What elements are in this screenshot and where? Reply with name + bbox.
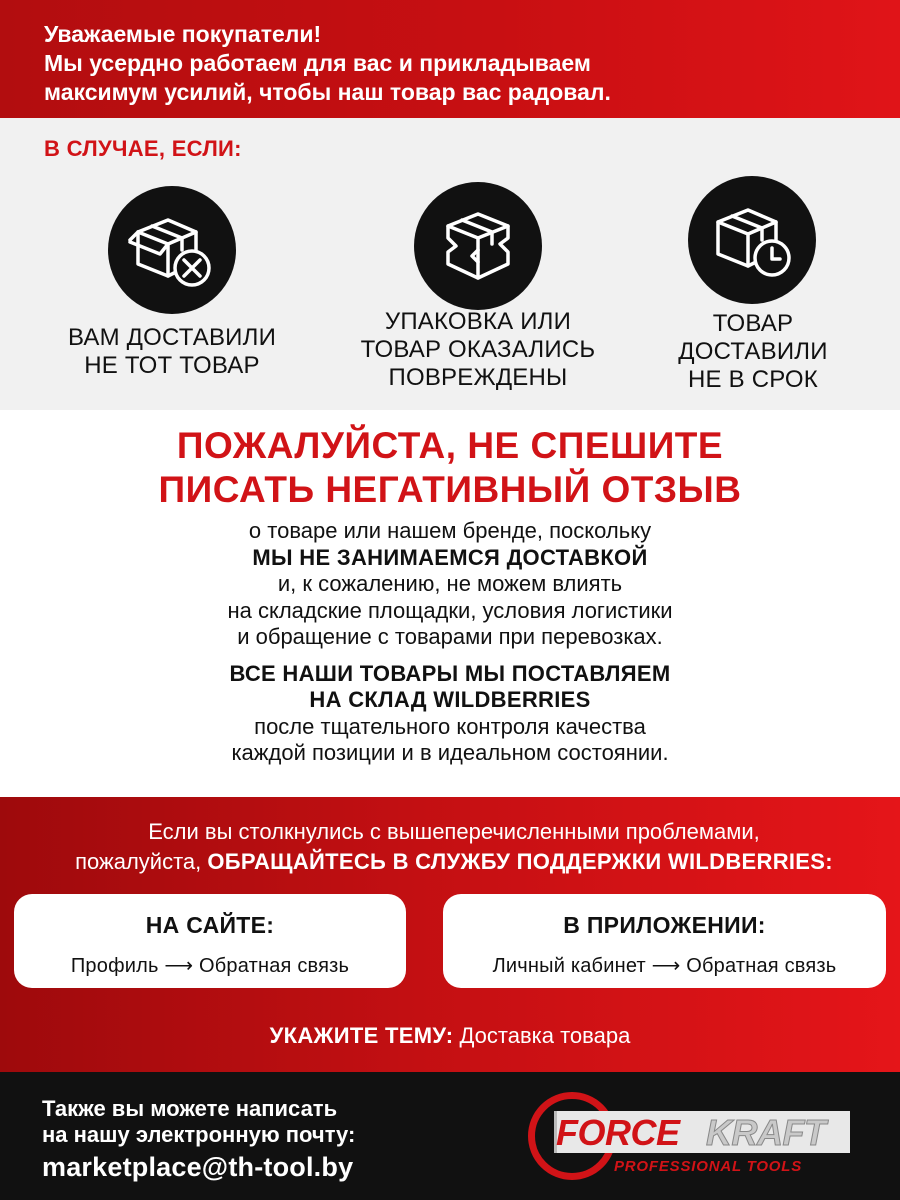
footer-text: Также вы можете написать на нашу электронную почту: — [42, 1096, 356, 1147]
intro-greeting: Уважаемые покупатели! — [44, 21, 322, 47]
site-card-path: Профиль ⟶ Обратная связь — [70, 955, 350, 977]
site-card-title: НА САЙТЕ: — [145, 912, 275, 938]
case-label: ТОВАР ДОСТАВИЛИ НЕ В СРОК — [678, 310, 828, 393]
box-clock-icon — [688, 176, 816, 304]
footer — [0, 1072, 900, 1200]
intro-line: Мы усердно работаем для вас и прикладываем — [44, 50, 591, 76]
app-card-path: Личный кабинет ⟶ Обратная связь — [492, 955, 837, 977]
support-section — [0, 797, 900, 1072]
case-label: ВАМ ДОСТАВИЛИ НЕ ТОТ ТОВАР — [67, 324, 277, 379]
case-label: УПАКОВКА ИЛИ ТОВАР ОКАЗАЛИСЬ ПОВРЕЖДЕНЫ — [360, 308, 596, 391]
headline: ПОЖАЛУЙСТА, НЕ СПЕШИТЕ ПИСАТЬ НЕГАТИВНЫЙ ОТЗЫВ — [158, 425, 742, 510]
footer-email[interactable]: marketplace@th-tool.by — [42, 1152, 354, 1182]
cases-title: В СЛУЧАЕ, ЕСЛИ: — [44, 136, 242, 161]
body-text: о товаре или нашем бренде, поскольку МЫ НЕ ЗАНИМАЕМСЯ ДОСТАВКОЙ и, к сожалению, не можем влиять на складские площадки, условия логистики и обращение с товарами при перевозках. ВСЕ НАШИ ТОВАРЫ МЫ ПОСТАВЛЯЕМ НА СКЛАД WILDBERRIES после тщательного контроля качества каждой позиции и в идеальном состоянии. — [227, 518, 673, 765]
app-card — [443, 894, 886, 988]
topic-line: УКАЖИТЕ ТЕМУ: Доставка товара — [269, 1023, 631, 1048]
arrow-right-icon: ⟶ — [651, 955, 681, 977]
site-card — [14, 894, 406, 988]
intro-banner — [0, 0, 900, 118]
support-text: Если вы столкнулись с вышеперечисленными проблемами, пожалуйста, ОБРАЩАЙТЕСЬ В СЛУЖБУ ПОДДЕРЖКИ WILDBERRIES: — [75, 819, 833, 874]
intro-line: максимум усилий, чтобы наш товар вас радовал. — [44, 79, 611, 105]
arrow-right-icon: ⟶ — [164, 955, 194, 977]
box-cross-icon — [108, 186, 236, 314]
forcekraft-logo: FORCE KRAFT PROFESSIONAL TOOLS — [528, 1088, 858, 1184]
box-damaged-icon — [414, 182, 542, 310]
app-card-title: В ПРИЛОЖЕНИИ: — [563, 912, 766, 938]
cases-section — [0, 118, 900, 410]
